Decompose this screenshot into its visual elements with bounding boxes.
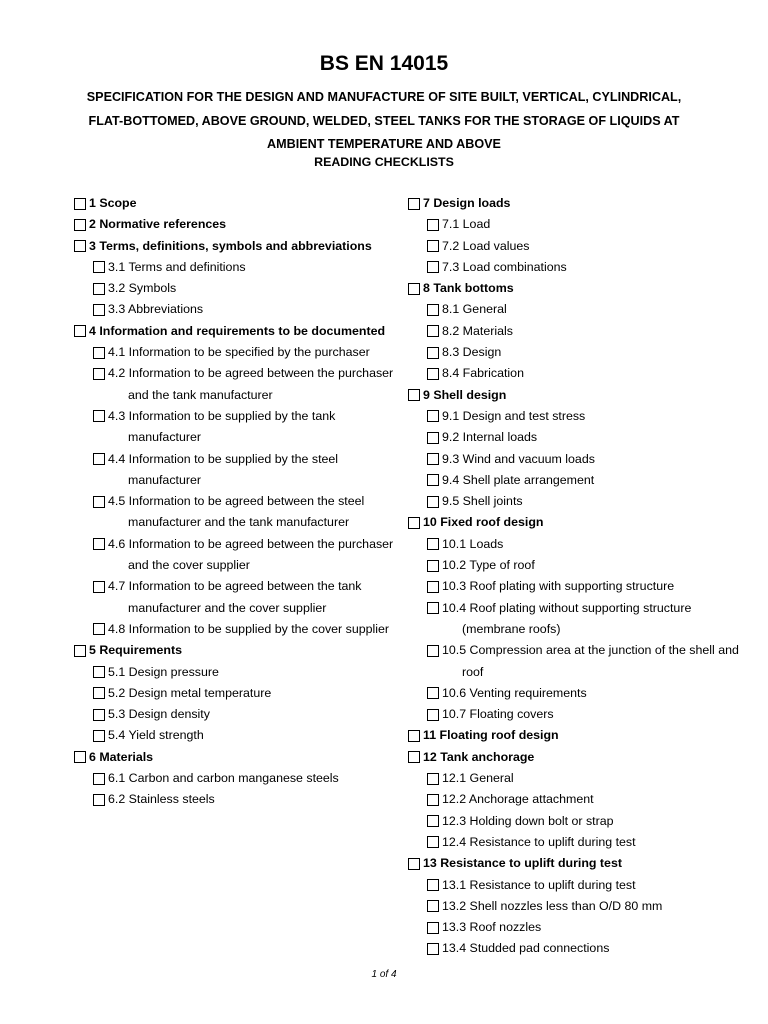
checklist-item-label: 4.1 Information to be specified by the purchaser bbox=[108, 345, 370, 360]
checkbox[interactable] bbox=[427, 581, 439, 593]
checklist-item-label: 4.4 Information to be supplied by the steel manufacturer bbox=[108, 451, 339, 487]
checkbox[interactable] bbox=[427, 645, 439, 657]
checkbox[interactable] bbox=[427, 560, 439, 572]
checklist-item bbox=[74, 278, 394, 299]
checkbox[interactable] bbox=[74, 240, 86, 252]
checklist-item-label: 6.2 Stainless steels bbox=[108, 792, 215, 807]
checklist-item bbox=[74, 619, 394, 640]
page-indicator: 1 of 4 bbox=[371, 969, 397, 980]
checklist-item bbox=[408, 299, 748, 320]
checklist-item-label: 4.5 Information to be agreed between the steel manufacturer and the tank manufacturer bbox=[108, 494, 365, 530]
checklist-item-label: 1 Scope bbox=[89, 196, 137, 210]
checklist-item bbox=[408, 768, 748, 789]
checklist-item-label: 13.1 Resistance to uplift during test bbox=[442, 877, 636, 892]
checklist-item bbox=[74, 725, 394, 746]
checklist-item-label: 3 Terms, definitions, symbols and abbreviations bbox=[89, 238, 372, 253]
checklist-item-label: 3.2 Symbols bbox=[108, 281, 177, 296]
checklist-item-label: 5.3 Design density bbox=[108, 707, 210, 722]
checkbox[interactable] bbox=[93, 666, 105, 678]
checklist-item-label: 10.1 Loads bbox=[442, 536, 504, 551]
checkbox[interactable] bbox=[93, 496, 105, 508]
checklist-right-column bbox=[408, 193, 748, 960]
checkbox[interactable] bbox=[93, 581, 105, 593]
checklist-item-label: 9 Shell design bbox=[423, 387, 507, 402]
checklist-item-label: 10.4 Roof plating without supporting structure (membrane roofs) bbox=[442, 600, 692, 636]
checkbox[interactable] bbox=[427, 474, 439, 486]
checklist-item bbox=[408, 236, 748, 257]
checklist-item bbox=[408, 683, 748, 704]
checklist-item bbox=[408, 789, 748, 810]
checklist-item-label: 12.3 Holding down bolt or strap bbox=[442, 813, 614, 828]
checklist-item-label: 7 Design loads bbox=[423, 196, 511, 210]
checklist-item-label: 12.4 Resistance to uplift during test bbox=[442, 834, 636, 849]
checklist-item bbox=[408, 640, 748, 683]
checkbox[interactable] bbox=[427, 410, 439, 422]
checklist-item-label: 9.4 Shell plate arrangement bbox=[442, 472, 595, 487]
checklist-item-label: 13 Resistance to uplift during test bbox=[423, 856, 622, 871]
checklist-item bbox=[74, 236, 394, 257]
checklist-item bbox=[408, 257, 748, 278]
checkbox[interactable] bbox=[408, 198, 420, 210]
checklist-item bbox=[408, 938, 748, 959]
checklist-item bbox=[408, 342, 748, 363]
checklist-item-label: 10.2 Type of roof bbox=[442, 558, 535, 573]
checklist-item-label: 9.3 Wind and vacuum loads bbox=[442, 451, 595, 466]
checklist-item-label: 7.3 Load combinations bbox=[442, 259, 567, 274]
checklist-item bbox=[408, 725, 748, 746]
checklist-item-label: 10.5 Compression area at the junction of the shell and roof bbox=[442, 643, 739, 679]
document-subtitle bbox=[60, 86, 708, 157]
checkbox[interactable] bbox=[427, 922, 439, 934]
checkbox[interactable] bbox=[93, 730, 105, 742]
checkbox[interactable] bbox=[427, 304, 439, 316]
checklist-item bbox=[74, 704, 394, 725]
checkbox[interactable] bbox=[408, 858, 420, 870]
checklist-left-column bbox=[74, 193, 394, 811]
subtitle-line-1: SPECIFICATION FOR THE DESIGN AND MANUFACTURE OF SITE BUILT, VERTICAL, CYLINDRICAL, bbox=[86, 90, 682, 104]
checklist-item bbox=[74, 662, 394, 683]
checkbox[interactable] bbox=[427, 709, 439, 721]
subtitle-line-2: FLAT-BOTTOMED, ABOVE GROUND, WELDED, STEEL TANKS FOR THE STORAGE OF LIQUIDS AT bbox=[88, 113, 680, 128]
checklist-item-label: 4.6 Information to be agreed between the purchaser and the cover supplier bbox=[108, 536, 394, 573]
checkbox[interactable] bbox=[408, 751, 420, 763]
checkbox[interactable] bbox=[408, 517, 420, 529]
checklist-item bbox=[408, 704, 748, 725]
checklist-item bbox=[74, 193, 394, 214]
checklist-item-label: 2 Normative references bbox=[89, 217, 227, 232]
checkbox[interactable] bbox=[427, 240, 439, 252]
checklist-item bbox=[408, 747, 748, 768]
checklist-item bbox=[408, 491, 748, 512]
checklist-item bbox=[74, 449, 394, 492]
checklist-item-label: 8.3 Design bbox=[442, 345, 502, 360]
checklist-item-label: 5.2 Design metal temperature bbox=[108, 685, 272, 700]
checklist-item bbox=[74, 683, 394, 704]
checkbox[interactable] bbox=[427, 368, 439, 380]
checklist-item bbox=[408, 832, 748, 853]
checklist-item bbox=[74, 257, 394, 278]
checkbox[interactable] bbox=[427, 219, 439, 231]
checklist-item-label: 4.8 Information to be supplied by the cover supplier bbox=[108, 621, 390, 636]
checklist-item-label: 3.1 Terms and definitions bbox=[108, 259, 246, 274]
checklist-item bbox=[408, 427, 748, 448]
checklist-item-label: 8 Tank bottoms bbox=[423, 281, 514, 296]
checkbox[interactable] bbox=[93, 453, 105, 465]
checkbox[interactable] bbox=[427, 687, 439, 699]
checklist-item bbox=[74, 363, 394, 406]
checklist-item-label: 5.4 Yield strength bbox=[108, 728, 204, 743]
checklist-item bbox=[408, 853, 748, 874]
checklist-item-label: 10.3 Roof plating with supporting structure bbox=[442, 579, 675, 594]
checklist-item bbox=[408, 406, 748, 427]
checklist-item-label: 5 Requirements bbox=[89, 643, 182, 658]
checkbox[interactable] bbox=[93, 794, 105, 806]
checkbox[interactable] bbox=[427, 602, 439, 614]
checklist-item-label: 10 Fixed roof design bbox=[423, 515, 544, 530]
checklist-item-label: 4.2 Information to be agreed between the purchaser and the tank manufacturer bbox=[108, 366, 394, 402]
checklist-item-label: 12.1 General bbox=[442, 771, 514, 786]
checkbox[interactable] bbox=[427, 496, 439, 508]
checklist-item-label: 12.2 Anchorage attachment bbox=[442, 792, 594, 807]
checklist-item bbox=[74, 747, 394, 768]
checklist-item bbox=[74, 768, 394, 789]
checkbox[interactable] bbox=[93, 261, 105, 273]
checkbox[interactable] bbox=[74, 198, 86, 210]
checklist-item-label: 13.2 Shell nozzles less than O/D 80 mm bbox=[442, 898, 663, 913]
checklist-item-label: 4.7 Information to be agreed between the tank manufacturer and the cover supplier bbox=[108, 579, 362, 615]
checklist-item-label: 5.1 Design pressure bbox=[108, 664, 219, 679]
checkbox[interactable] bbox=[93, 709, 105, 721]
checklist-item-label: 4.3 Information to be supplied by the tank manufacturer bbox=[108, 408, 336, 445]
checklist-item-label: 10.7 Floating covers bbox=[442, 707, 554, 722]
checklist-item bbox=[408, 512, 748, 533]
checkbox[interactable] bbox=[408, 730, 420, 742]
checklist-item-label: 13.4 Studded pad connections bbox=[442, 941, 610, 956]
checkbox[interactable] bbox=[93, 304, 105, 316]
checklist-item-label: 13.3 Roof nozzles bbox=[442, 920, 542, 935]
checklist-item bbox=[74, 299, 394, 320]
checklist-item-label: 9.2 Internal loads bbox=[442, 430, 538, 445]
checklist-item-label: 7.2 Load values bbox=[442, 238, 530, 253]
subtitle-line-3: AMBIENT TEMPERATURE AND ABOVE bbox=[267, 137, 501, 151]
checkbox[interactable] bbox=[74, 751, 86, 763]
checklist-item bbox=[408, 875, 748, 896]
checkbox[interactable] bbox=[93, 773, 105, 785]
checkbox[interactable] bbox=[427, 432, 439, 444]
checkbox[interactable] bbox=[427, 794, 439, 806]
checkbox[interactable] bbox=[427, 538, 439, 550]
checklist-item bbox=[74, 640, 394, 661]
checklist-item-label: 10.6 Venting requirements bbox=[442, 685, 587, 700]
checklist-item-label: 3.3 Abbreviations bbox=[108, 302, 204, 317]
checkbox[interactable] bbox=[93, 368, 105, 380]
checkbox[interactable] bbox=[427, 325, 439, 337]
section-heading: READING CHECKLISTS bbox=[314, 155, 454, 169]
checkbox[interactable] bbox=[427, 943, 439, 955]
checklist-item bbox=[408, 214, 748, 235]
checklist-item bbox=[74, 789, 394, 810]
checkbox[interactable] bbox=[93, 283, 105, 295]
checklist-item-label: 8.2 Materials bbox=[442, 323, 513, 338]
checklist-item bbox=[408, 321, 748, 342]
checklist-item bbox=[408, 470, 748, 491]
checklist-item-label: 6.1 Carbon and carbon manganese steels bbox=[108, 771, 339, 786]
checkbox[interactable] bbox=[93, 410, 105, 422]
checklist-item-label: 12 Tank anchorage bbox=[423, 749, 535, 764]
checklist-item-label: 9.1 Design and test stress bbox=[442, 408, 586, 423]
checkbox[interactable] bbox=[408, 283, 420, 295]
checklist-item-label: 11 Floating roof design bbox=[423, 728, 559, 743]
checklist-item bbox=[74, 214, 394, 235]
checkbox[interactable] bbox=[93, 347, 105, 359]
checklist-item bbox=[408, 811, 748, 832]
checkbox[interactable] bbox=[427, 773, 439, 785]
checkbox[interactable] bbox=[427, 453, 439, 465]
checklist-item bbox=[74, 491, 394, 534]
checkbox[interactable] bbox=[427, 836, 439, 848]
checkbox[interactable] bbox=[427, 900, 439, 912]
checklist-item bbox=[408, 534, 748, 555]
checklist-item bbox=[408, 385, 748, 406]
checklist-item bbox=[408, 193, 748, 214]
checklist-item-label: 4 Information and requirements to be documented bbox=[89, 323, 386, 338]
checklist-item-label: 8.1 General bbox=[442, 302, 507, 317]
checkbox[interactable] bbox=[427, 347, 439, 359]
checklist-item bbox=[74, 342, 394, 363]
checkbox[interactable] bbox=[74, 645, 86, 657]
checklist-item bbox=[408, 363, 748, 384]
checklist-item bbox=[408, 555, 748, 576]
checkbox[interactable] bbox=[408, 389, 420, 401]
checklist-item-label: 8.4 Fabrication bbox=[442, 366, 524, 381]
checklist-item bbox=[74, 406, 394, 449]
checklist-item-label: 7.1 Load bbox=[442, 217, 491, 232]
checkbox[interactable] bbox=[93, 687, 105, 699]
checklist-item-label: 9.5 Shell joints bbox=[442, 494, 523, 509]
checkbox[interactable] bbox=[74, 219, 86, 231]
checklist-item bbox=[74, 321, 394, 342]
checkbox[interactable] bbox=[74, 325, 86, 337]
checkbox[interactable] bbox=[93, 538, 105, 550]
checklist-item bbox=[408, 598, 748, 641]
checkbox[interactable] bbox=[427, 261, 439, 273]
checklist-item bbox=[74, 576, 394, 619]
checkbox[interactable] bbox=[93, 623, 105, 635]
document-title: BS EN 14015 bbox=[319, 52, 449, 75]
checklist-item-label: 6 Materials bbox=[89, 749, 154, 764]
checklist-item bbox=[408, 917, 748, 938]
checkbox[interactable] bbox=[427, 815, 439, 827]
checklist-item bbox=[408, 576, 748, 597]
checklist-item bbox=[408, 278, 748, 299]
checklist-item bbox=[408, 449, 748, 470]
checkbox[interactable] bbox=[427, 879, 439, 891]
checklist-item bbox=[408, 896, 748, 917]
checklist-item bbox=[74, 534, 394, 577]
